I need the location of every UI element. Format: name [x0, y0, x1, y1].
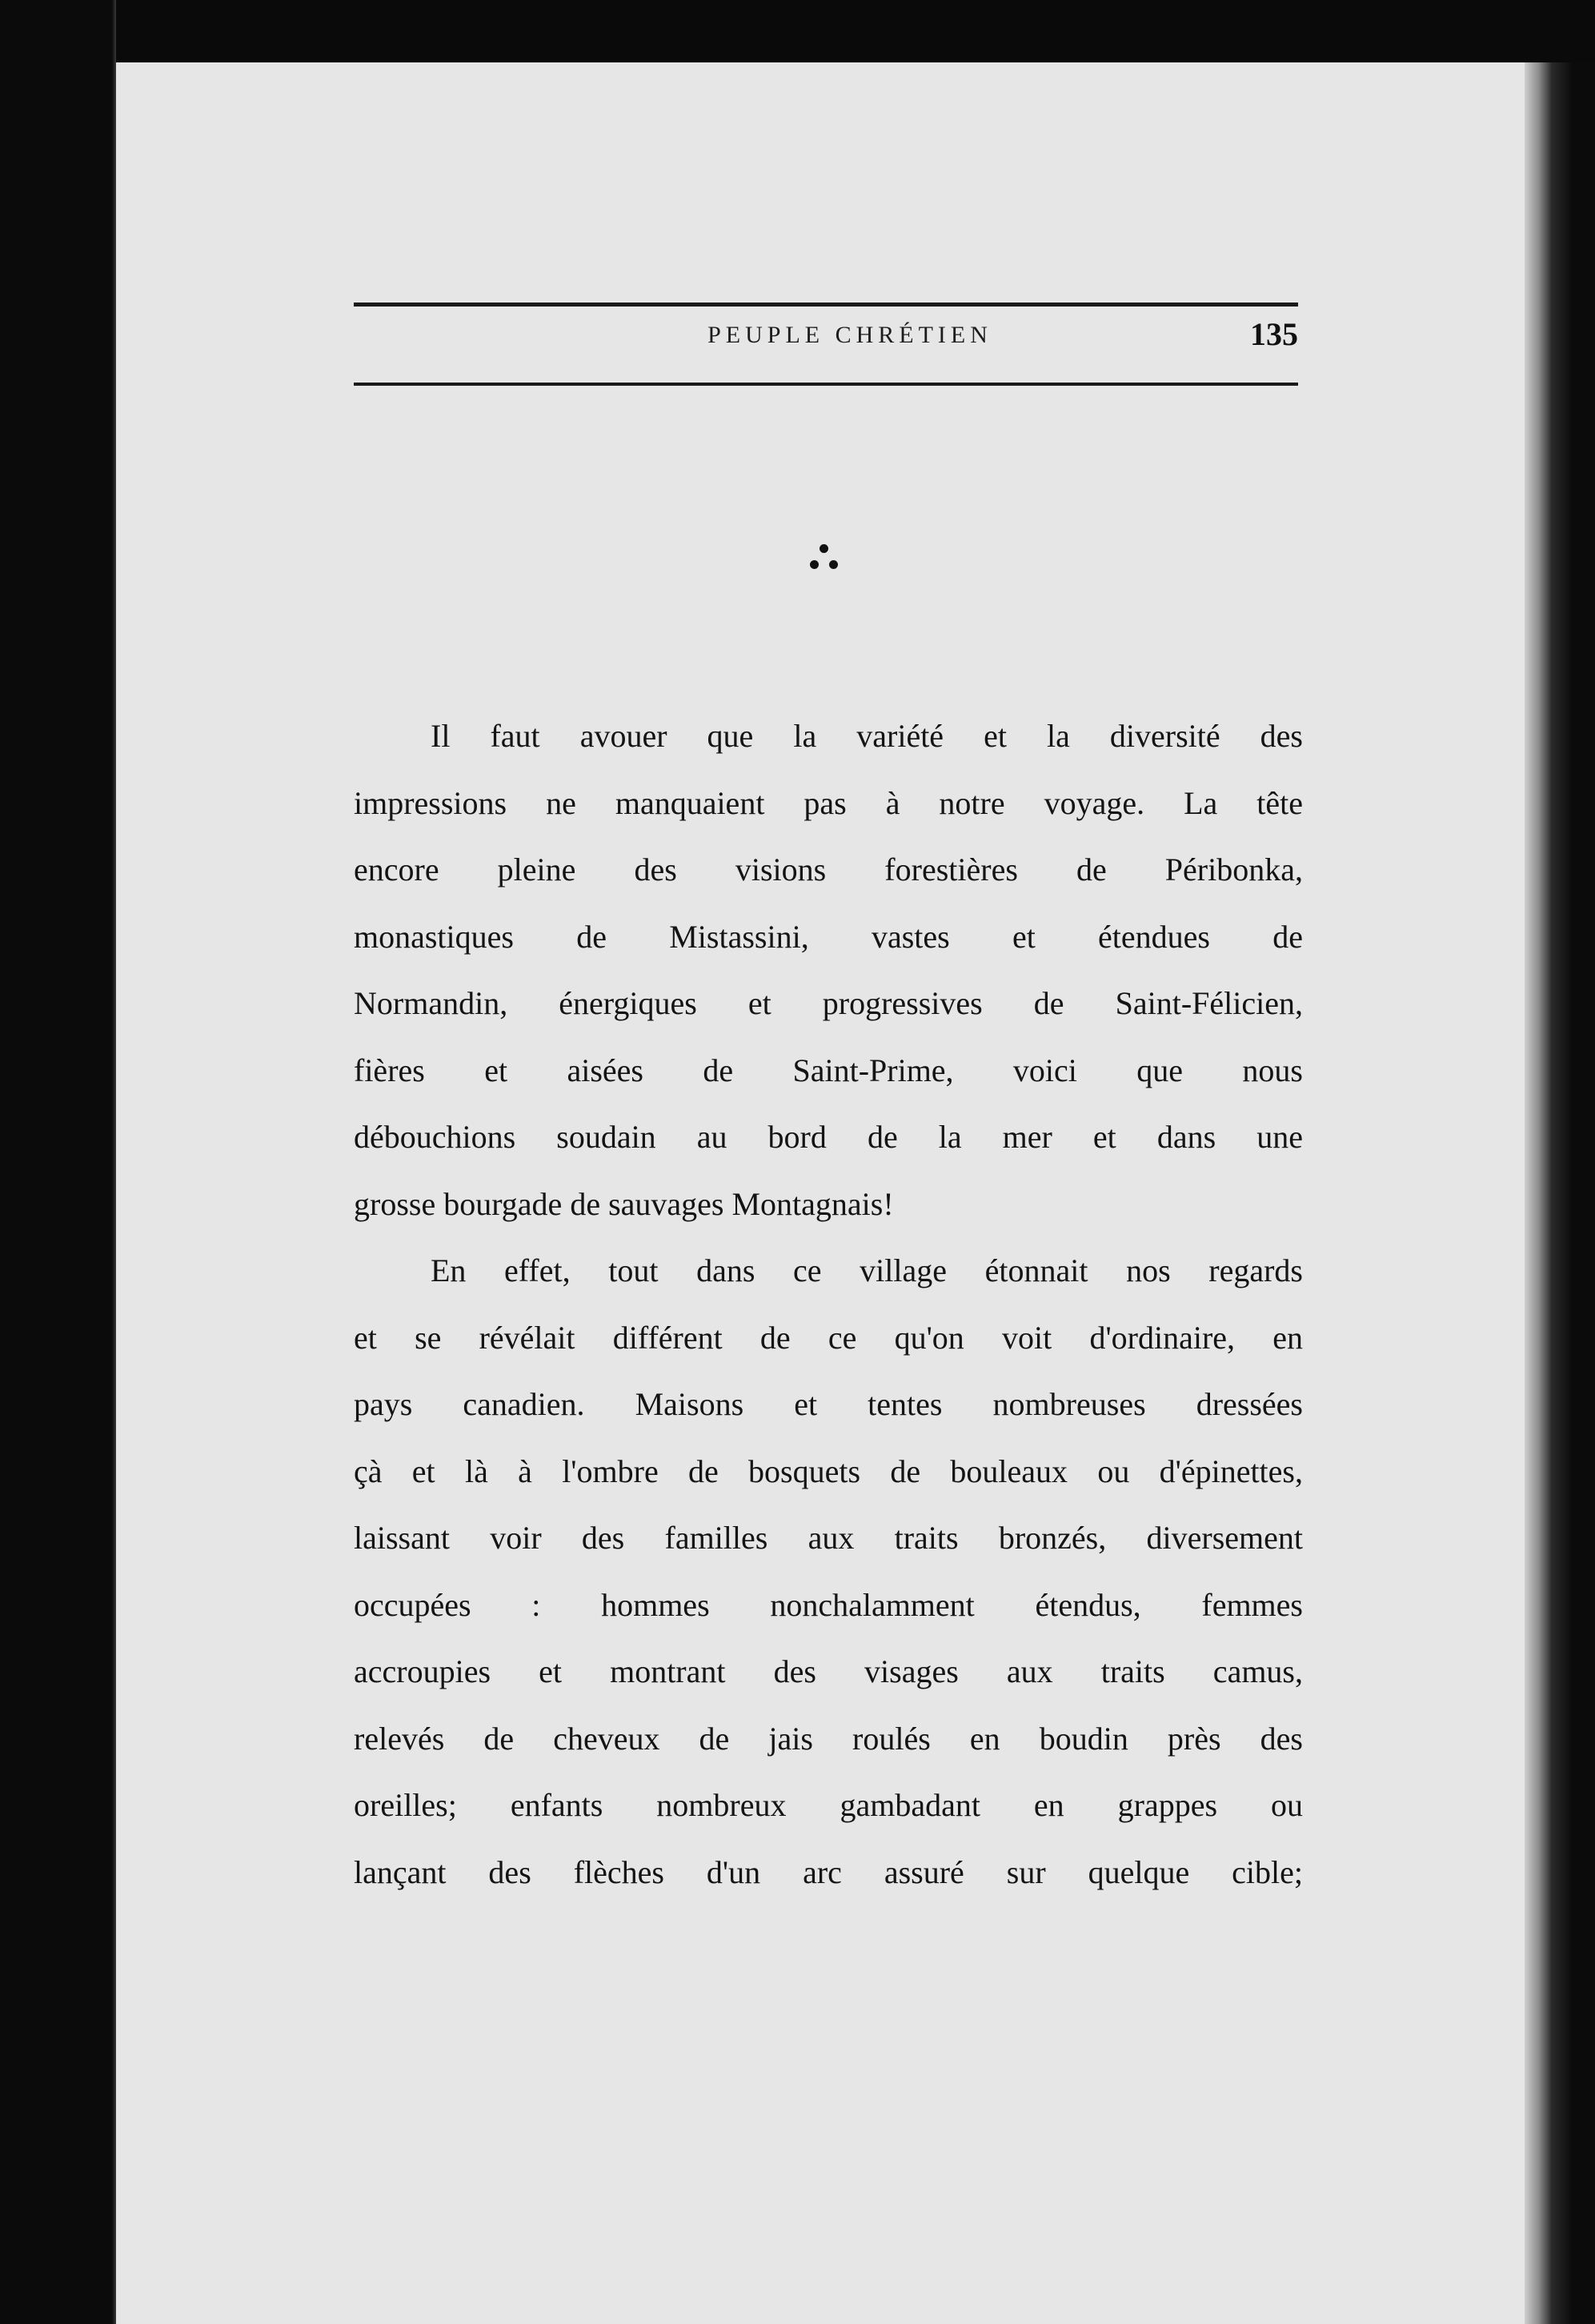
page-right-edge — [1525, 62, 1595, 2324]
ornament-three-dots-icon — [804, 541, 844, 576]
text-line: accroupies et montrant des visages aux traits camus, — [354, 1653, 1303, 1689]
text-line: occupées : hommes nonchalamment étendus, femmes — [354, 1586, 1303, 1623]
header-rule-bottom — [354, 383, 1298, 386]
paragraph-1 — [354, 703, 1303, 1237]
text-line: monastiques de Mistassini, vastes et étendues de — [354, 918, 1303, 955]
header-rule-top — [354, 303, 1298, 307]
text-line: lançant des flèches d'un arc assuré sur quelque cible; — [354, 1853, 1303, 1890]
running-head — [354, 316, 1298, 367]
scan-top-border — [0, 0, 1595, 64]
text-line: relevés de cheveux de jais roulés en boudin près des — [354, 1720, 1303, 1757]
paragraph-2 — [354, 1237, 1303, 1905]
text-line: encore pleine des visions forestières de Péribonka, — [354, 851, 1303, 888]
text-line: laissant voir des familles aux traits bronzés, diversement — [354, 1520, 1303, 1556]
text-line: fières et aisées de Saint-Prime, voici que nous — [354, 1052, 1303, 1088]
text-line: Normandin, énergiques et progressives de Saint-Félicien, — [354, 985, 1303, 1021]
text-line: pays canadien. Maisons et tentes nombreuses dressées — [354, 1386, 1303, 1422]
text-line: çà et là à l'ombre de bosquets de bouleaux ou d'épinettes, — [354, 1452, 1303, 1489]
page-number: 135 — [1250, 316, 1298, 352]
text-line: et se révélait différent de ce qu'on voit d'ordinaire, en — [354, 1319, 1303, 1356]
text-line: En effet, tout dans ce village étonnait nos regards — [431, 1252, 1303, 1288]
text-line: oreilles; enfants nombreux gambadant en grappes ou — [354, 1787, 1303, 1823]
body-text — [354, 703, 1303, 1905]
running-title: PEUPLE CHRÉTIEN — [707, 322, 992, 348]
text-line: grosse bourgade de sauvages Montagnais! — [354, 1185, 894, 1222]
text-line: débouchions soudain au bord de la mer et dans une — [354, 1119, 1303, 1155]
scan-left-gutter — [0, 0, 116, 2324]
text-line: Il faut avouer que la variété et la diversité des — [431, 718, 1303, 754]
text-line: impressions ne manquaient pas à notre voyage. La tête — [354, 784, 1303, 821]
